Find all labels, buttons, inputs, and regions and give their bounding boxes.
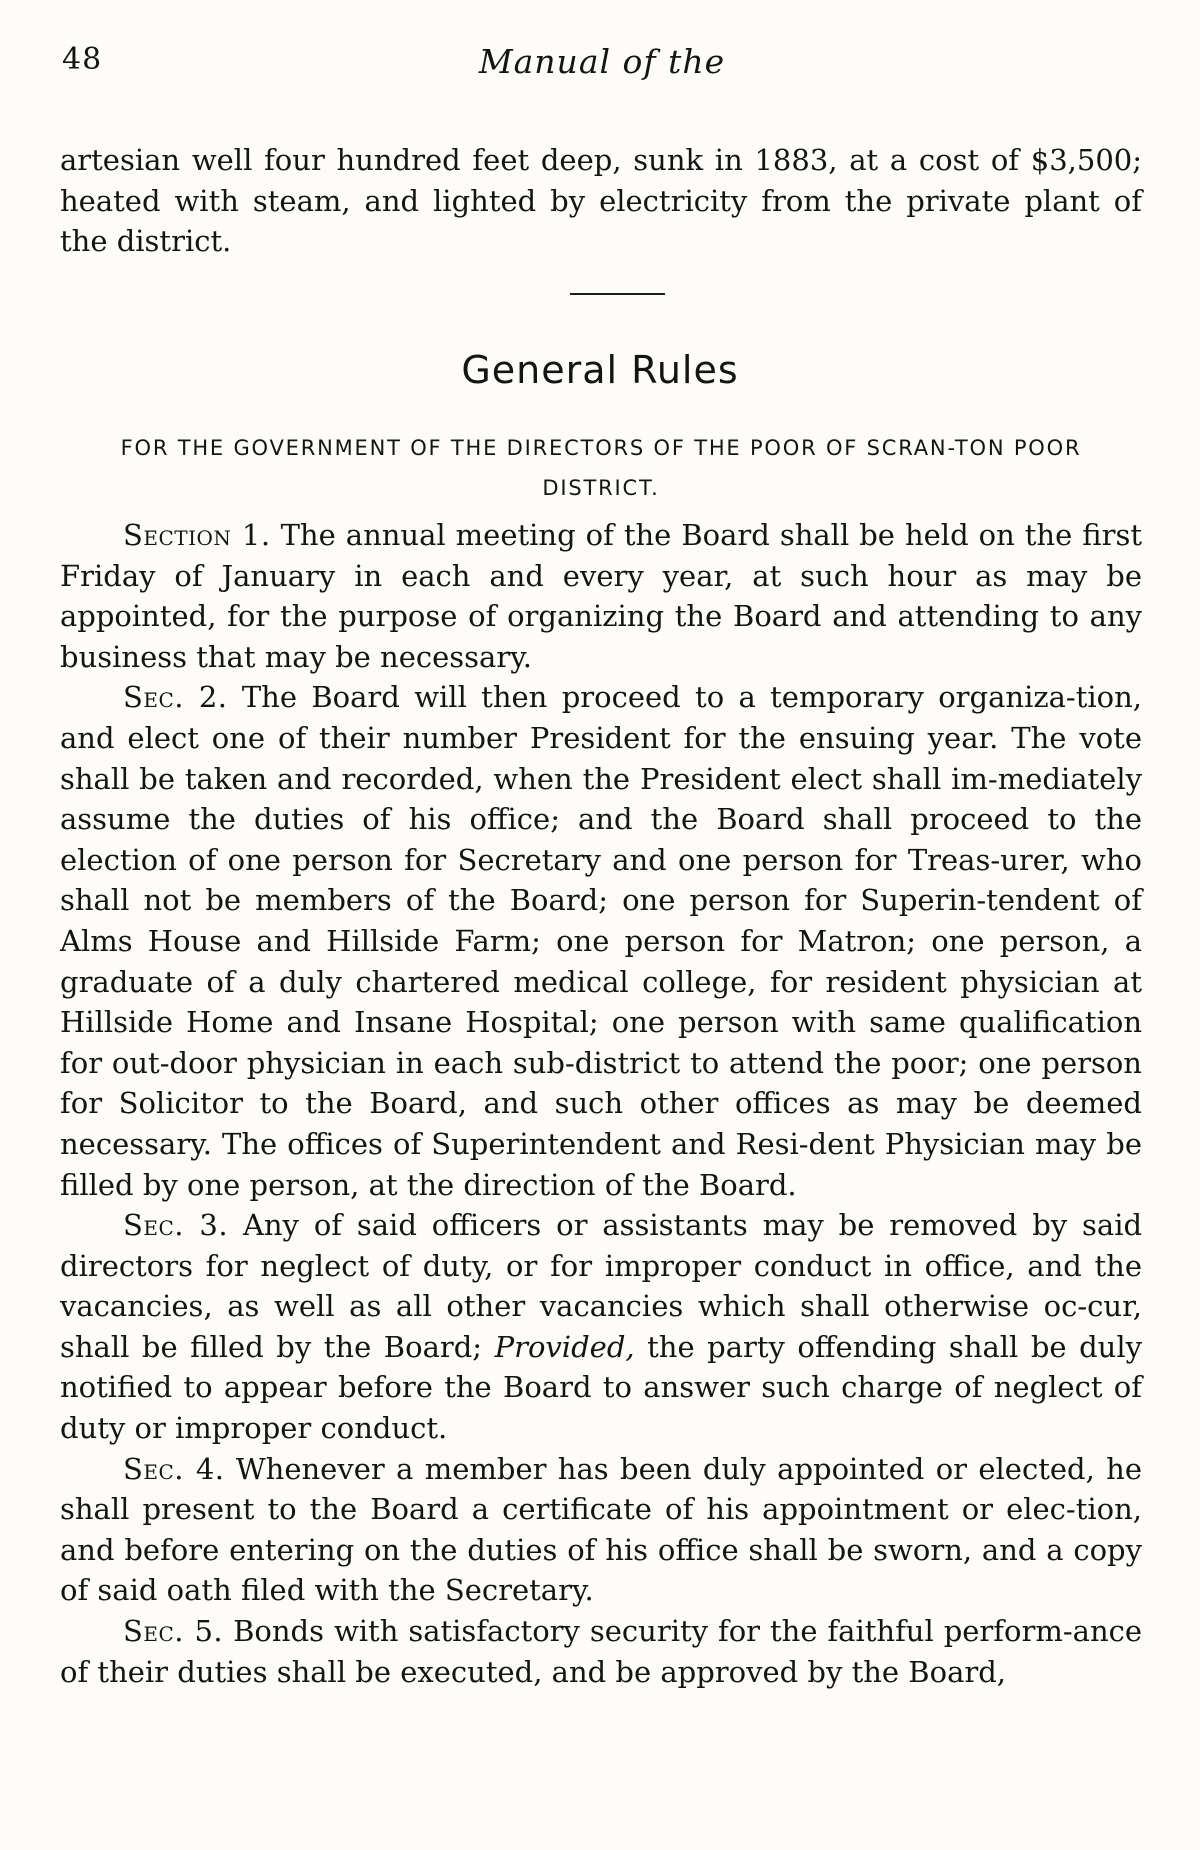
section-label: Sec. 2. <box>123 680 228 715</box>
section-text: Bonds with satisfactory security for the faithful perform-ance of their duties shall be executed, and be approved by the Board, <box>60 1614 1143 1689</box>
intro-paragraph: artesian well four hundred feet deep, sunk in 1883, at a cost of $3,500; heated with steam, and lighted by electricity from the private plant of the district. <box>60 143 1142 259</box>
section-label: Sec. 3. <box>123 1208 229 1243</box>
rules-sections <box>60 515 1142 1692</box>
section-text: The annual meeting of the Board shall be held on the first Friday of January in each and every year, at such hour as may be appointed, for the purpose of organizing the Board and attending to any business that may be necessary. <box>60 518 1143 674</box>
section-label: Section 1. <box>123 518 271 552</box>
running-head <box>62 42 1142 92</box>
section-divider <box>570 293 665 295</box>
section-1 <box>60 515 1142 677</box>
rules-subheading: FOR THE GOVERNMENT OF THE DIRECTORS OF THE POOR OF SCRAN-TON POOR DISTRICT. <box>120 436 1082 500</box>
section-text <box>60 1208 1142 1445</box>
provided-italic: Provided, <box>494 1329 635 1364</box>
section-3 <box>60 1205 1142 1449</box>
running-title: Manual of the <box>478 42 726 81</box>
section-label: Sec. 5. <box>123 1614 224 1649</box>
section-text: Whenever a member has been duly appointed or elected, he shall present to the Board a certificate of his appointment or elec-tion, and before entering on the duties of his office shall be sworn, and a copy of said oath filed with the Secretary. <box>60 1451 1142 1608</box>
page-number: 48 <box>62 42 103 77</box>
section-text-part: Any of said officers or assistants may be removed by said directors for neglect of duty, or for improper conduct in office, and the vacancies, as well as all other vacancies which shall otherwise oc-cur, shall be filled by the Board; <box>60 1208 1143 1364</box>
section-label: Sec. 4. <box>123 1451 225 1486</box>
section-4 <box>60 1449 1142 1611</box>
section-text: The Board will then proceed to a temporary organiza-tion, and elect one of their number President for the ensuing year. The vote shall be taken and recorded, when the President elect shall im-mediately assume the duties of his office; and the Board shall proceed to the election of one person for Secretary and one person for Treas-urer, who shall not be members of the Board; one person for Superin-tendent of Alms House and Hillside Farm; one person for Matron; one person, a graduate of a duly chartered medical college, for resident physician at Hillside Home and Insane Hospital; one person with same qualification for out-door physician in each sub-district to attend the poor; one person for Solicitor to the Board, and such other offices as may be deemed necessary. The offices of Superintendent and Resi-dent Physician may be filled by one person, at the direction of the Board. <box>60 680 1142 1202</box>
rules-heading: General Rules <box>461 348 739 392</box>
section-2 <box>60 677 1142 1205</box>
section-5 <box>60 1611 1142 1692</box>
section-text-part: the party offending shall be duly notified to appear before the Board to answer such charge of neglect of duty or improper conduct. <box>60 1329 1143 1446</box>
